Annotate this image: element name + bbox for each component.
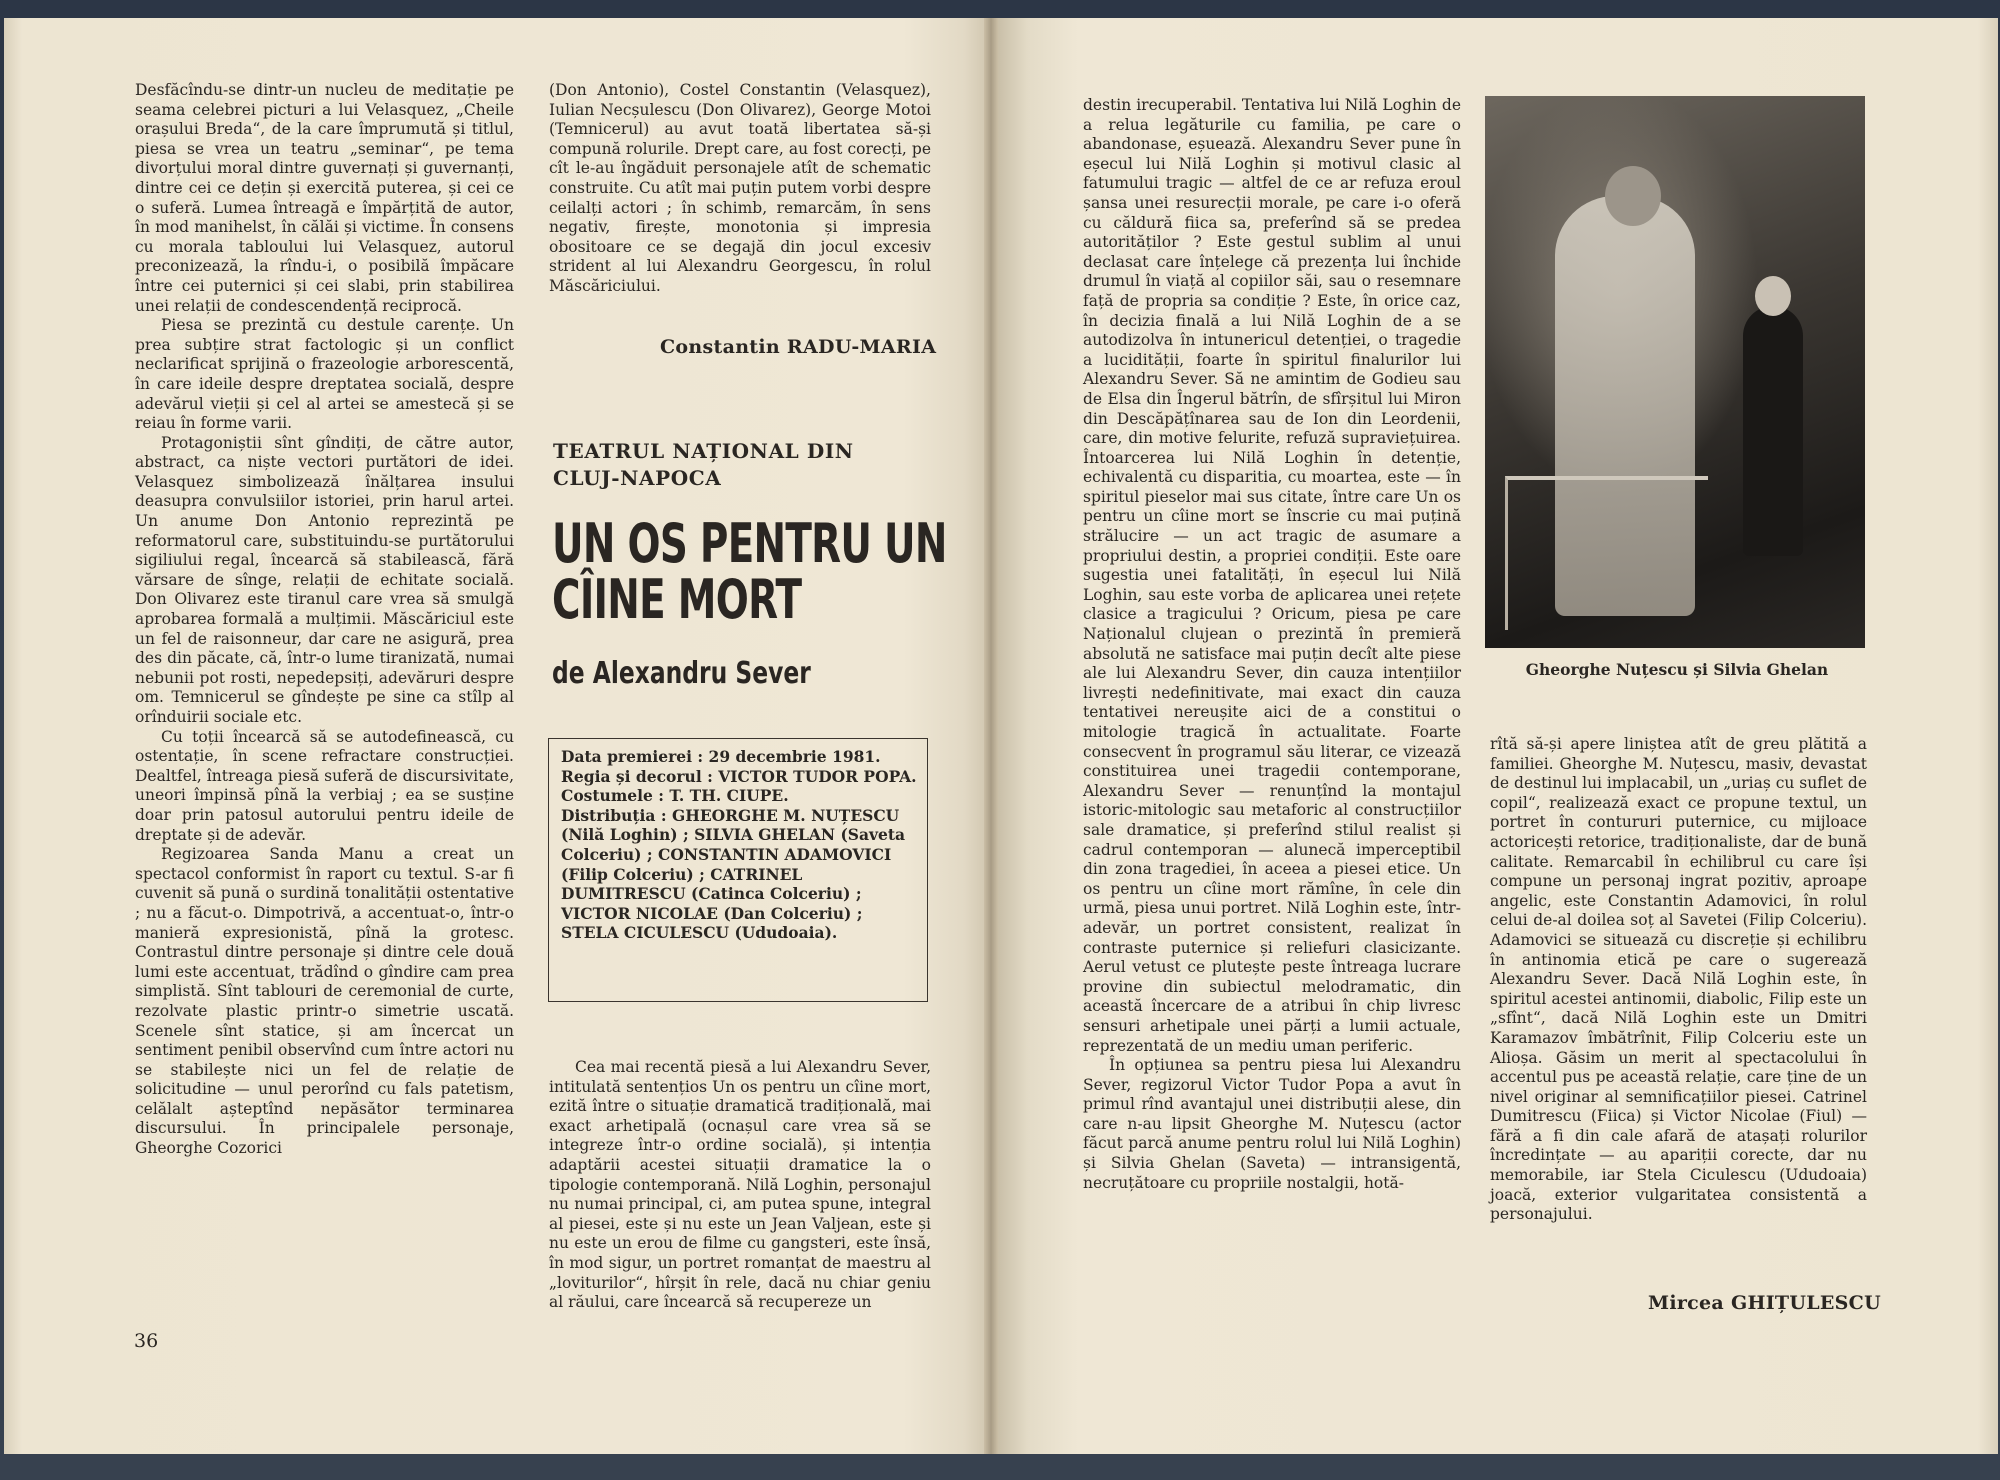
book-gutter bbox=[984, 18, 998, 1454]
cast-list: Distribuția : GHEORGHE M. NUȚESCU (Nilă Loghin) ; SILVIA GHELAN (Saveta Colceriu) ; CONSTANTIN ADAMOVICI (Filip Colceriu) ; CATRINEL DUMITRESCU (Catinca Colceriu) ; VICTOR NICOLAE (Dan Colceriu) ; STELA CICULESCU (Ududoaia). bbox=[561, 805, 906, 943]
actor-head-2 bbox=[1755, 276, 1791, 316]
photo-caption: Gheorghe Nuțescu și Silvia Ghelan bbox=[1525, 660, 1829, 679]
paragraph: Protagoniștii sînt gîndiți, de către autor, abstract, ca niște vectori purtători de idei. Velasquez simbolizează înălțarea insului deasupra convulsiilor istoriei, prin harul artei. Un anume Don Antonio reprezintă pe reformatorul care, substituindu-se purtătorului sigiliului regal, încearcă să stabilească, fără vărsare de sînge, relații de echitate socială. Don Olivarez este tiranul care vrea să smulgă aprobarea formală a mulțimii. Măscăriciul este un fel de raisonneur, dar care ne asigură, prea des din păcate, că, într-o lume tiranizată, numai nebunii pot rosti, nepedepsiți, adevăruri despre om. Temnicerul se gîndește pe sine ca stîlp al orînduirii sociale etc. bbox=[135, 433, 514, 726]
paragraph: Cu toții încearcă să se autodefinească, cu ostentație, în scene refractare construcției. Dealtfel, întreaga piesă suferă de discursivitate, uneori împinsă pînă la verbiaj ; ea se susține doar prin patosul autorului pentru ideile de dreptate și de adevăr. bbox=[135, 727, 514, 844]
paragraph: Regizoarea Sanda Manu a creat un spectacol conformist în raport cu textul. S-ar fi cuvenit să pună o surdină tonalității ostentative ; nu a făcut-o. Dimpotrivă, a accentuat-o, într-o manieră expresionistă, pînă la grotesc. Contrastul dintre personaje și dintre cele două lumi este accentuat, trădînd o gîndire cam prea simplistă. Sînt tablouri de ceremonial de curte, rezolvate plastic printr-o simetrie uscată. Scenele sînt statice, și am încercat un sentiment penibil observînd cum între actori nu se stabilește nici un fel de relație de solicitudine — unul perorînd cu fals patetism, celălalt așteptînd nepăsător terminarea discursului. În principalele personaje, Gheorghe Cozorici bbox=[135, 845, 514, 1158]
left-page bbox=[4, 18, 990, 1454]
paragraph: Cea mai recentă piesă a lui Alexandru Sever, intitulată sentențios Un os pentru un cîine mort, ezită între o situație dramatică tradițională, mai exact arhetipală (ocnașul care vrea să se integreze într-o ordine socială), și intenția adaptării acestei situații dramatice la o tipologie contemporană. Nilă Loghin, personajul nu numai principal, ci, am putea spune, integral al piesei, este și nu este un Jean Valjean, este și nu este un erou de filme cu gangsteri, este însă, în mod sigur, un portret romanțat de maestru al „loviturilor“, hîrșit în rele, dacă nu chiar geniu al răului, care încearcă să recupereze un bbox=[549, 1058, 931, 1312]
play-title-line-1: UN OS PENTRU UN bbox=[552, 512, 947, 575]
paragraph: (Don Antonio), Costel Constantin (Velasquez), Iulian Necșulescu (Don Olivarez), George Motoi (Temnicerul) au avut toată libertatea să-și compună rolurile. Drept care, au fost corecți, pe cît le-au îngăduit personajele atît de schematic construite. Cu atît mai puțin putem vorbi despre ceilalți actori ; în schimb, remarcăm, în sens negativ, firește, monotonia și impresia obositoare ce se degajă din jocul excesiv strident al lui Alexandru Georgescu, în rolul Măscăriciului. bbox=[549, 81, 931, 295]
production-info-box bbox=[548, 738, 928, 1002]
left-column-3 bbox=[549, 1058, 931, 1313]
play-title-line-2: CÎINE MORT bbox=[552, 568, 802, 631]
page-number: 36 bbox=[134, 1330, 159, 1352]
theatre-name bbox=[553, 438, 854, 492]
left-column-1 bbox=[135, 81, 514, 1159]
paragraph: rîtă să-și apere liniștea atît de greu plătită a familiei. Gheorghe M. Nuțescu, masiv, devastat de destinul lui implacabil, un „uriaș cu suflet de copil“, realizează exact ce propune textul, un portret în contururi puternice, cu mijloace actoricești retorice, tradiționaliste, dar de bună calitate. Remarcabil în echilibrul cu care își compune un personaj ingrat pozitiv, aproape angelic, este Constantin Adamovici, în rolul celui de-al doilea soț al Savetei (Filip Colceriu). Adamovici se situează cu discreție și echilibru în antinomia etică pe care o sugerează Alexandru Sever. Dacă Nilă Loghin este, în spiritul acestei antinomii, diabolic, Filip este un „sfînt“, dacă Nilă Loghin este un Dmitri Karamazov îmbătrînit, Filip Colceriu este un Alioșa. Găsim un merit al spectacolului în accentul pus pe această relație, care ține de un nivel originar al semnificațiilor piesei. Catrinel Dumitrescu (Fiica) și Victor Nicolae (Fiul) — fără a fi din cale afară de atașați rolurilor încredințate — au apariții corecte, dar nu memorabile, iar Stela Ciculescu (Ududoaia) joacă, exterior vulgaritatea consistentă a personajului. bbox=[1490, 735, 1868, 1224]
theatre-line-2: CLUJ-NAPOCA bbox=[553, 466, 722, 490]
bed-frame bbox=[1505, 476, 1708, 630]
actor-head-1 bbox=[1605, 166, 1661, 226]
paragraph: În opțiunea sa pentru piesa lui Alexandru Sever, regizorul Victor Tudor Popa a avut în primul rînd avantajul unei distribuții alese, din care n-au lipsit Gheorghe M. Nuțescu (actor făcut parcă anume pentru rolul lui Nilă Loghin) și Silvia Ghelan (Saveta) — intransigentă, necruțătoare cu propriile nostalgii, hotă- bbox=[1083, 1056, 1461, 1192]
production-photo bbox=[1485, 96, 1865, 648]
direction-credits: Regia și decorul : VICTOR TUDOR POPA. Costumele : T. TH. CIUPE. bbox=[561, 766, 917, 806]
premiere-date: Data premierei : 29 decembrie 1981. bbox=[561, 747, 881, 766]
signature-radu-maria: Constantin RADU-MARIA bbox=[660, 336, 937, 358]
theatre-line-1: TEATRUL NAȚIONAL DIN bbox=[553, 439, 854, 463]
paragraph: Desfăcîndu-se dintr-un nucleu de meditație pe seama celebrei picturi a lui Velasquez, „Cheile orașului Breda“, de la care împrumută și titlul, piesa se vrea un teatru „seminar“, pe tema divorțului moral dintre guvernați și guvernanți, dintre cei ce dețin și exercită puterea, și cei ce o suferă. Lumea întreagă e împărțită de autor, în mod manihelst, în călăi și victime. În consens cu morala tabloului lui Velasquez, autorul preconizează, la rîndu-i, o posibilă împăcare între cei puternici și cei slabi, prin stabilirea unei relații de condescendență reciprocă. bbox=[135, 81, 514, 315]
author-line: de Alexandru Sever bbox=[552, 656, 811, 691]
play-title bbox=[552, 512, 947, 631]
right-column-2 bbox=[1490, 735, 1867, 1225]
actor-figure-2 bbox=[1743, 306, 1803, 556]
paragraph: Piesa se prezintă cu destule carențe. Un prea subțire strat factologic și un conflict neclarificat sprijină o frazeologie arborescentă, în care ideile despre dreptatea socială, despre adevărul vieții și cel al artei se amestecă și se reiau în forme varii. bbox=[135, 316, 514, 433]
signature-ghitulescu: Mircea GHIȚULESCU bbox=[1648, 1292, 1881, 1314]
right-column-1 bbox=[1083, 96, 1461, 1193]
left-column-2 bbox=[549, 81, 931, 297]
paragraph: destin irecuperabil. Tentativa lui Nilă Loghin de a relua legăturile cu familia, pe care o abandonase, eșuează. Alexandru Sever pune în eșecul lui Nilă Loghin și motivul clasic al fatumului tragic — altfel de ce ar refuza eroul șansa unei resurecții morale, pe care i-o oferă cu căldură fiica sa, preferînd să se predea autorităților ? Este gestul sublim al unui declasat care înțelege că prezența lui închide drumul în viață al copiilor săi, sau o resemnare față de propria sa condiție ? Este, în orice caz, în decizia finală a lui Nilă Loghin de a se autodizolva în intunericul detenției, o tragedie a lucidității, foarte în spiritul finalurilor lui Alexandru Sever. Să ne amintim de Godieu sau de Elsa din Îngerul bătrîn, de sfîrșitul lui Miron din Descăpățînarea sau de Ion din Leordenii, care, din motive felurite, refuză supraviețuirea. Întoarcerea lui Nilă Loghin în detenție, echivalentă cu disparitia, cu moartea, este — în spiritul pieselor mai sus citate, între care Un os pentru un cîine mort se înscrie cu mai puțină strălucire — un act tragic de asumare a propriului destin, a propriei condiții. Este oare sugestia unei fatalități, în eșecul lui Nilă Loghin, sau este vorba de aplicarea unei rețete clasice a tragicului ? Oricum, piesa pe care Naționalul clujean o prezintă în premieră absolută ne satisface mai puțin decît alte piese ale lui Alexandru Sever, din cauza intențiilor livrești nedefinitivate, mai exact din cauza tentativei nereușite aici de a constitui o mitologie tragică în actualitate. Foarte consecvent în programul său literar, ce vizează constituirea unei tragedii contemporane, Alexandru Sever — renunțînd la montajul istoric-mitologic sau metaforic al construcțiilor sale dramatice, și preferînd stilul realist și cadrul contemporan — alunecă imperceptibil din zona tragediei, în aceea a piesei etice. Un os pentru un cîine mort rămîne, în cele din urmă, piesa unui portret. Nilă Loghin este, într-adevăr, un portret consistent, realizat în contraste puternice și reliefuri clasicizante. Aerul vetust ce plutește peste întreaga lucrare provine din subiectul melodramatic, din această încercare de a atribui în chip livresc sensuri arhetipale unei părți a lumii actuale, reprezentată de un mediu uman periferic. bbox=[1083, 96, 1461, 1055]
